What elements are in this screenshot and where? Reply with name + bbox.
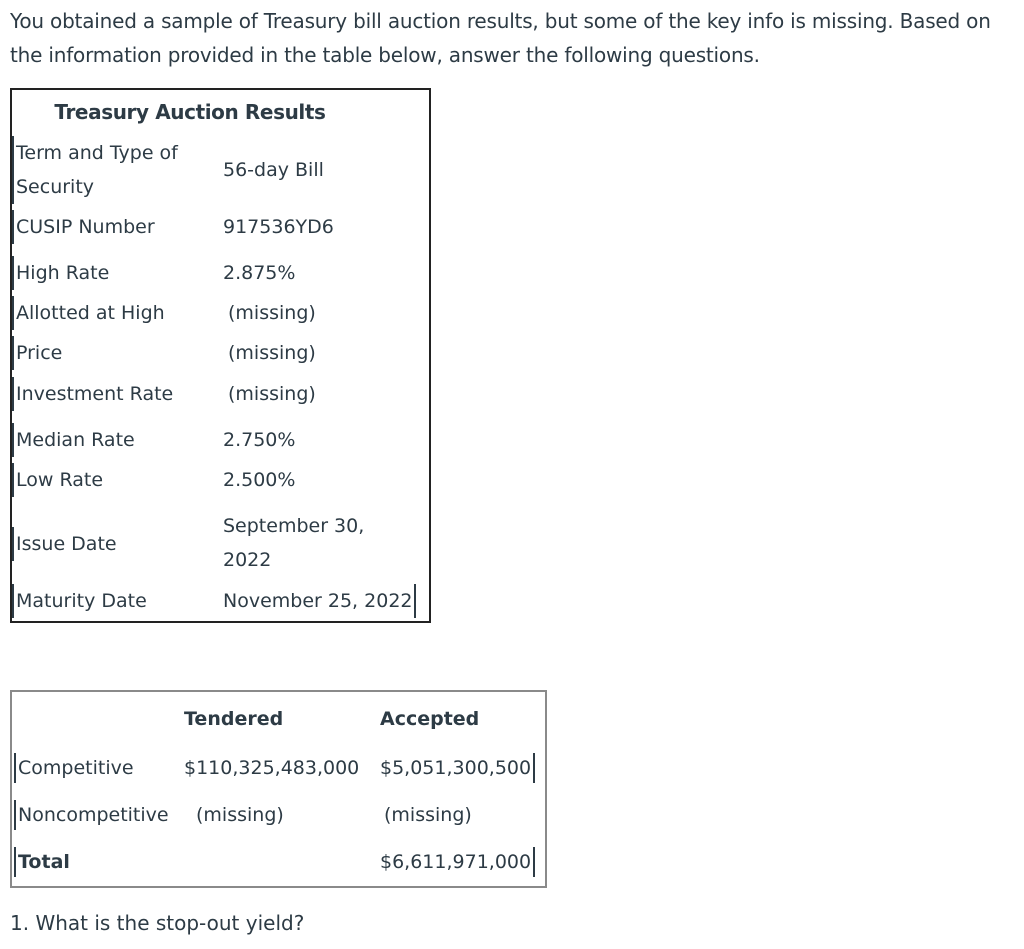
row-label-maturity-date: Maturity Date: [12, 584, 147, 618]
row-label-median-rate: Median Rate: [12, 423, 135, 457]
competitive-tendered: $110,325,483,000: [184, 757, 360, 779]
row-label-price: Price: [12, 336, 62, 370]
noncompetitive-tendered: (missing): [196, 804, 284, 826]
row-label-term-line1: Term and Type of: [12, 136, 178, 170]
row-value-low-rate: 2.500%: [223, 469, 296, 491]
header-tendered: Tendered: [184, 708, 284, 730]
row-value-median-rate: 2.750%: [223, 429, 296, 451]
row-label-allotted: Allotted at High: [12, 296, 165, 330]
row-label-issue-date: Issue Date: [12, 527, 117, 561]
bids-table: [10, 690, 547, 888]
row-value-investment-rate: (missing): [228, 383, 316, 405]
row-value-issue-date-line1: September 30,: [223, 515, 365, 537]
row-label-total: Total: [14, 847, 70, 877]
competitive-accepted: $5,051,300,500: [380, 753, 535, 783]
row-value-term: 56-day Bill: [223, 159, 324, 181]
auction-results-table: [10, 88, 431, 623]
row-label-competitive: Competitive: [14, 753, 134, 783]
row-value-allotted: (missing): [228, 302, 316, 324]
row-label-high-rate: High Rate: [12, 256, 109, 290]
question-1: 1. What is the stop-out yield?: [10, 911, 305, 935]
row-label-noncompetitive: Noncompetitive: [14, 800, 169, 830]
noncompetitive-accepted: (missing): [384, 804, 472, 826]
header-accepted: Accepted: [380, 708, 480, 730]
row-value-price: (missing): [228, 342, 316, 364]
total-accepted: $6,611,971,000: [380, 847, 535, 877]
row-value-cusip: 917536YD6: [223, 216, 334, 238]
row-value-maturity-date: November 25, 2022: [223, 584, 416, 618]
row-value-high-rate: 2.875%: [223, 262, 296, 284]
row-value-issue-date-line2: 2022: [223, 549, 272, 571]
row-label-low-rate: Low Rate: [12, 463, 103, 497]
row-label-investment-rate: Investment Rate: [12, 377, 173, 411]
row-label-cusip: CUSIP Number: [12, 210, 155, 244]
row-label-term-line2: Security: [12, 170, 94, 204]
intro-paragraph: You obtained a sample of Treasury bill auction results, but some of the key info is missing. Based on the information provided in the table below, answer the following questions.: [10, 9, 991, 67]
table-caption: Treasury Auction Results: [54, 100, 326, 124]
